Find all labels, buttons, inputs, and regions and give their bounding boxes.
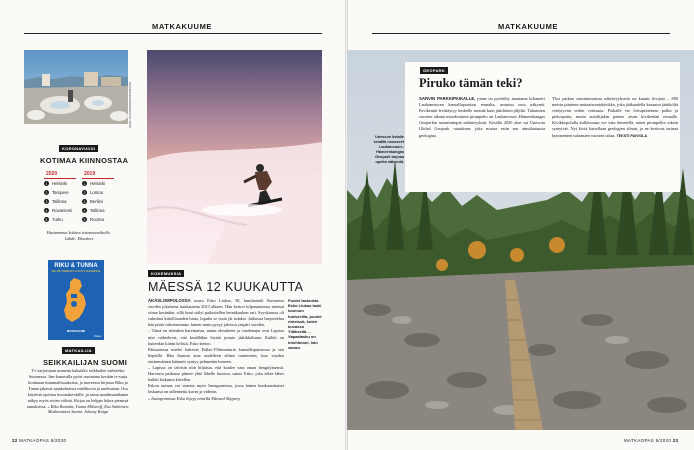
- book-heading: SEIKKAILIJAN SUOMI: [43, 358, 128, 367]
- header-rule-left: [24, 33, 322, 34]
- finland-map-icon: [58, 276, 94, 324]
- book-tag: MATKAILIJA: [62, 347, 95, 354]
- book-publisher: Otava: [94, 335, 101, 338]
- city-2020-2: 2 Tampere: [45, 190, 69, 195]
- cities-tag: KORONAVUOSI: [59, 145, 98, 152]
- rank-2-icon: 2: [83, 190, 86, 195]
- geopark-column-1: SARVIN PARKKIPAIKALLE, jonne on pyöräilty muutama kilometri Lauhanvuoren kansallispuiston reunalta, avautuu outo näkymä. Kivikenttä levittäytyy keskelle metsää kuin jättiläisen jäljiltä. Tuhansien vuosien aikana muodostunut pirunpelto on Lauhanvuori–Hämeenkangas Geoparkin tunnetuimpia nähtävyyksiä. Kesällä 2020 alue sai Unescon Global Geopark -statuksen, joka nostaa esiin sen ainutlaatuista geologiaa.: [419, 96, 545, 138]
- cities-heading: KOTIMAA KIINNOSTAA: [40, 156, 129, 165]
- book-cover: [48, 260, 104, 340]
- winter-heading: MÄESSÄ 12 KUUKAUTTA: [148, 280, 304, 294]
- rank-2-icon: 2: [45, 190, 48, 195]
- aerial-city-photo: [24, 50, 128, 124]
- rank-1-icon: 1: [45, 181, 48, 186]
- city-2019-3: 3 Berliini: [83, 199, 103, 204]
- rank-5-icon: 5: [45, 217, 48, 222]
- city-2019-5: 5 Rooma: [83, 217, 104, 222]
- rank-3-icon: 3: [45, 199, 48, 204]
- rank-1-icon: 1: [83, 181, 86, 186]
- city-2019-2: 2 Lontoo: [83, 190, 104, 195]
- book-body: Tv-sarjoistaan tunnettu kaksikko seikkailee vaihteeksi Suomessa. Jim-kanavalla pyöri uusintana kevään tv-sarja kotimaan kummallisuuksista, ja tuoreessa kirjassa Riku ja Tunna jakavat ajankohtaisia mielikuvia ja unelmiaan. Osa käytöstä ajoittuu koronakeväälle, ja sama maailmantilanne näkyy myös rivien välistä. Kirjaa on helppo lukea pienissä annoksissa. » Riku Rantala, Tunna Milonoff, Esa Salminen: Madventures Suomi. Johnny Kniga: [26, 368, 130, 415]
- year-2020-label: 2020: [46, 171, 58, 177]
- year-2019-label: 2019: [84, 171, 96, 177]
- section-header-left: MATKAKUUME: [152, 22, 213, 31]
- winter-article-body: ÄKÄSLOMPOLOSSA asuva Esko Liukas, 38, lumilautaili Suomessa vuoden jokaisena kuukautena 2013 alkaen. Hän kertoo kilpasaneensa mäessä viime kesänkin, sillä lumi säilyi paikoitellen heinäkuuhun asti. Syyskuussa oli valmiina kiitollisuuden lunta, lopulta se tosin jäi sulaksi. Jatkuvaa harjoittelua hän pitää vahvuutenaan: lumen tuntu pysyy jaloissa ympäri vuoden. – Tämä on tietenkin harvinaista, mutta olosuhteet ja vuodenajat ovat Lapissa niin vaihtelevat, että kesälläkin löytää jostain jäätikkölunta. Kaikki on kuitenkin kiinni kelistä, Esko kertoo. Pääsaaressa mielet laskevat Pallas-Yllästunturin kansallispuistossa ja sen liepeillä. Hän ihastuu aina uudelleen siihen tunteeseen, kun vuoden ensimmäinen käännös syntyy pehmeään lumeen. – Lapissa on talvisin niin hiljaista, että kuulee vain oman hengityksensä. Harvassa paikassa pääsee yhtä lähelle luontoa, sanoo Esko, joka tekee lähes kaikki laskunsa kävellen. Eskon tarinaa voi seurata myös Instagramissa, jossa hänen kuukausittaiset laskunsa on tallennettu kuvin ja videoin. » Instagramissa Esko löytyy nimellä Edward Slippery: [148, 298, 284, 401]
- folio-right: MATKAOPAS 9/2020 23: [624, 438, 679, 443]
- snowboarder-photo: [147, 50, 322, 264]
- geopark-column-2: Yksi paikan suosituimmista nähtävyyksistä on kaunis kivijata – 800 metrin pituinen muinaisrantakivikko, joka jääkaudella kasautui jäätiköltä vetäytyvän veden voimasta. Paikalle vie loivapiirteinen polku ja pitkospuita, mutta autoilijakin pääsee aivan kivikentän reunalle. Kivikkopolulla kulkiessaan voi vain ihmetellä, miten pirunpellot oikein syntyivät. Nyt kiviä katsellaan geologien silmin, ja ne kertovat tarinaa kymmenien tuhansien vuosien takaa. TEKSTI PAIVIOLA: [552, 96, 678, 138]
- aerial-photo-credit: KUVA: SCANDINAVIANSTOCKPHOTO: [129, 82, 132, 128]
- rank-3-icon: 3: [83, 199, 86, 204]
- geopark-photo-caption: Unescon listalle kesällä nousseet Lauhanvuori–Hämeenkangas Geopark tarjoaa upeita näkymiä.: [373, 135, 404, 164]
- city-2019-4: 4 Tallinna: [83, 208, 105, 213]
- city-2020-4: 4 Rovaniemi: [45, 208, 73, 213]
- rank-4-icon: 4: [83, 208, 86, 213]
- folio-left: 22 MATKAOPAS 9/2020: [12, 438, 67, 443]
- city-2020-1: 1 Helsinki: [45, 181, 68, 186]
- book-subtitle: NELJÄKYMMENTÄ VUOTTA SUOMESSA: [51, 270, 101, 273]
- winter-side-caption: Puolet laskuista Esko Liukas laski luonnon tuntureilla, puolet rinteissä, kuten kuvassa Ylläksellä. – Vapaalasku on intohimoni, hän sanoo.: [288, 298, 322, 350]
- city-2020-5: 5 Turku: [45, 217, 63, 222]
- book-title: RIKU & TUNNA: [54, 263, 98, 269]
- header-rule-right: [372, 33, 670, 34]
- city-2019-1: 1 Helsinki: [83, 181, 106, 186]
- year-2020-rule: [44, 178, 76, 179]
- winter-tag: KOKEMUKSIA: [148, 270, 184, 277]
- cities-caption: Haetuimmat kohteet sivustonavikselle. Lähde: Ebookers: [46, 230, 112, 241]
- rank-4-icon: 4: [45, 208, 48, 213]
- section-header-right: MATKAKUUME: [498, 22, 559, 31]
- year-2019-rule: [82, 178, 114, 179]
- geopark-tag: GEOPARK: [420, 67, 448, 74]
- city-2020-3: 3 Tallinna: [45, 199, 67, 204]
- geopark-title: Piruko tämän teki?: [419, 76, 523, 90]
- rank-5-icon: 5: [83, 217, 86, 222]
- book-brand: MATKAKUMI: [66, 329, 86, 333]
